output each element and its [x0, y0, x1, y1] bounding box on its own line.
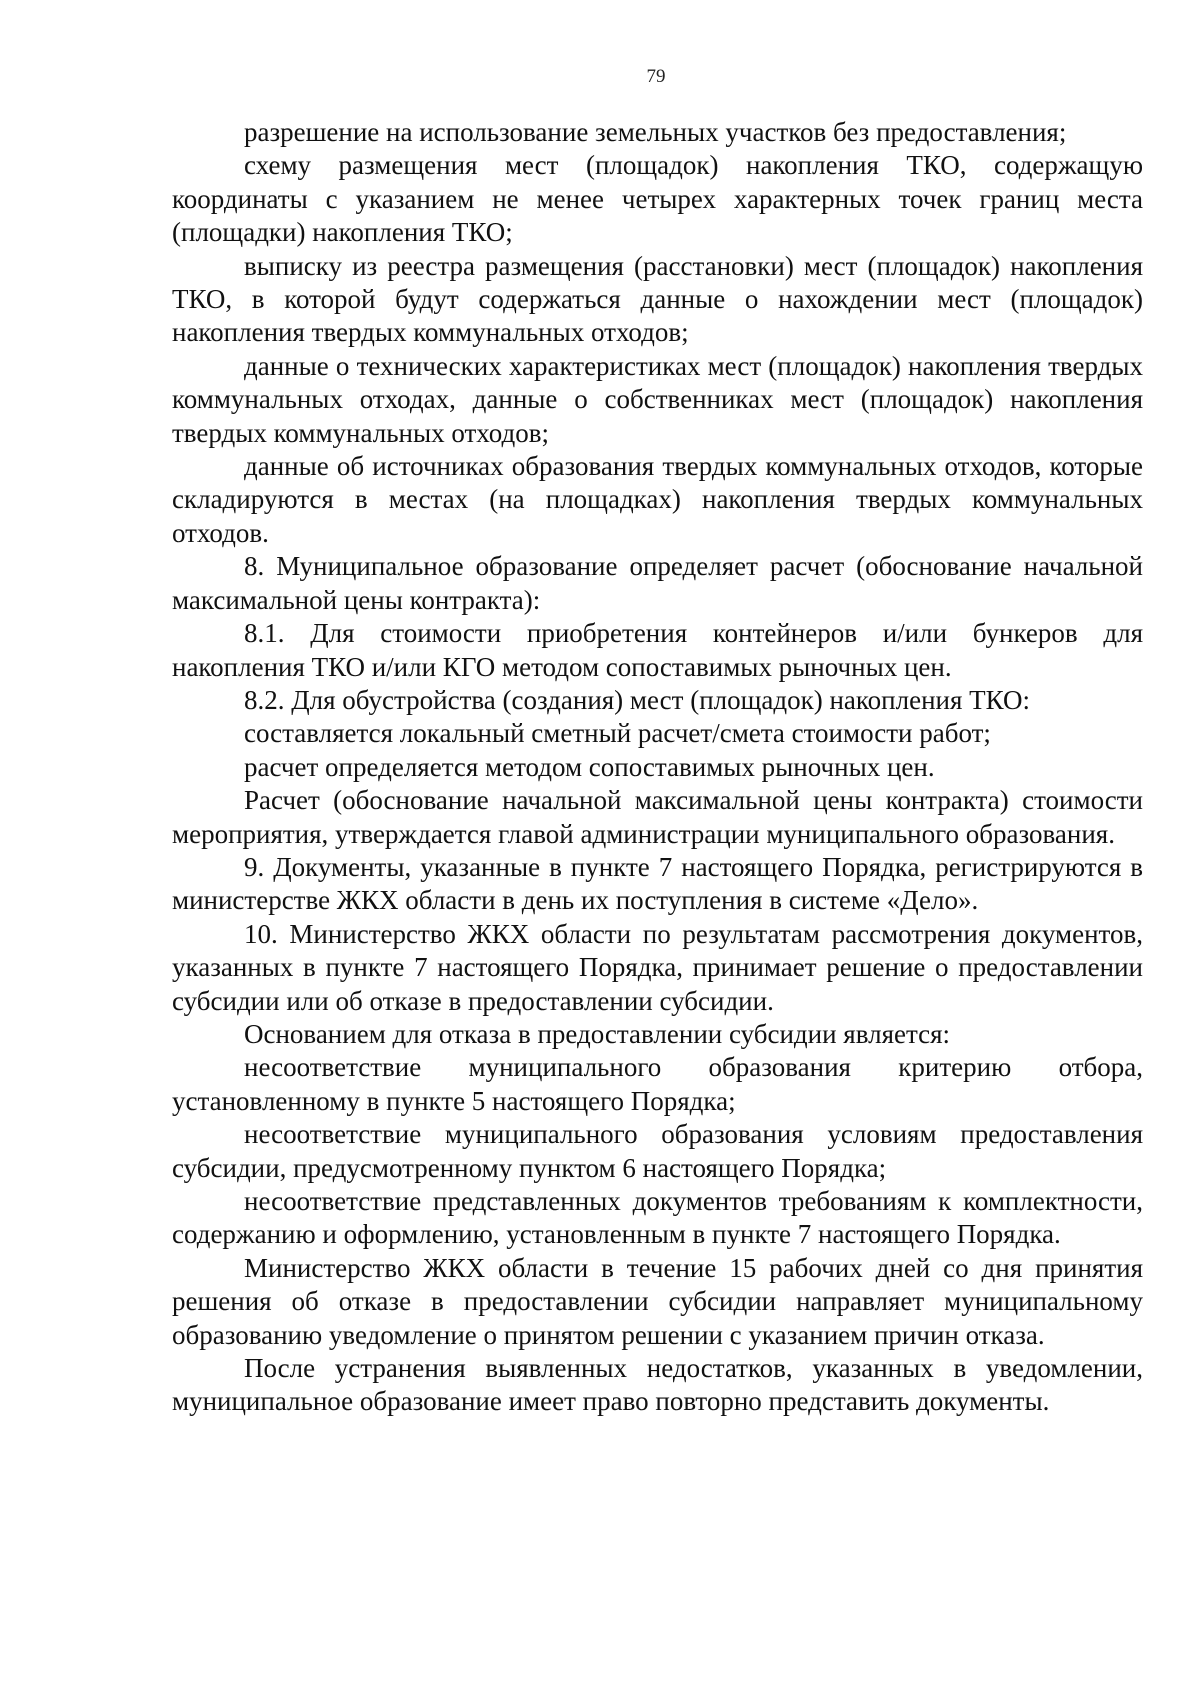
- paragraph-condition-mismatch: несоответствие муниципального образования условиям предоставления субсидии, предусмотренному пунктом 6 настоящего Порядка;: [172, 1119, 1143, 1183]
- paragraph-local-estimate: составляется локальный сметный расчет/смета стоимости работ;: [244, 718, 991, 749]
- paragraph-criterion-mismatch: несоответствие муниципального образования критерию отбора, установленному в пункте 5 настоящего Порядка;: [172, 1052, 1143, 1116]
- paragraph-item-9: 9. Документы, указанные в пункте 7 настоящего Порядка, регистрируются в министерстве ЖКХ области в день их поступления в системе «Дело».: [172, 851, 1143, 916]
- paragraph-item-8: 8. Муниципальное образование определяет расчет (обоснование начальной максимальной цены контракта):: [172, 551, 1143, 615]
- paragraph-calculation-approval: Расчет (обоснование начальной максимальной цены контракта) стоимости мероприятия, утверждается главой администрации муниципального образования.: [172, 785, 1143, 849]
- paragraph-item-8-2: 8.2. Для обустройства (создания) мест (площадок) накопления ТКО:: [244, 684, 1030, 715]
- paragraph-site-layout-scheme: схему размещения мест (площадок) накопления ТКО, содержащую координаты с указанием не менее четырех характерных точек границ места (площадки) накопления ТКО;: [172, 150, 1143, 248]
- paragraph-item-10: 10. Министерство ЖКХ области по результатам рассмотрения документов, указанных в пункте 7 настоящего Порядка, принимает решение о предоставлении субсидии или об отказе в предоставлении субсидии.: [172, 918, 1143, 1016]
- document-body: [172, 116, 1143, 1419]
- paragraph-waste-sources: данные об источниках образования твердых коммунальных отходов, которые складируются в местах (на площадках) накопления твердых коммунальных отходов.: [172, 451, 1143, 548]
- paragraph-refusal-grounds: Основанием для отказа в предоставлении субсидии является:: [244, 1018, 951, 1049]
- paragraph-land-use-permit: разрешение на использование земельных участков без предоставления;: [244, 117, 1067, 147]
- page-number: 79: [646, 66, 666, 87]
- paragraph-technical-data: данные о технических характеристиках мест (площадок) накопления твердых коммунальных отходах, данные о собственниках мест (площадок) накопления твердых коммунальных отходов;: [172, 350, 1143, 448]
- paragraph-resubmission: После устранения выявленных недостатков, указанных в уведомлении, муниципальное образование имеет право повторно представить документы.: [172, 1353, 1143, 1417]
- paragraph-item-8-1: 8.1. Для стоимости приобретения контейнеров и/или бункеров для накопления ТКО и/или КГО методом сопоставимых рыночных цен.: [172, 618, 1143, 682]
- paragraph-market-price-method: расчет определяется методом сопоставимых рыночных цен.: [244, 751, 935, 782]
- paragraph-refusal-notice: Министерство ЖКХ области в течение 15 рабочих дней со дня принятия решения об отказе в предоставлении субсидии направляет муниципальному образованию уведомление о принятом решении с указанием причин отказа.: [172, 1252, 1143, 1350]
- paragraph-registry-extract: выписку из реестра размещения (расстановки) мест (площадок) накопления ТКО, в которой будут содержаться данные о нахождении мест (площадок) накопления твердых коммунальных отходов;: [172, 250, 1143, 348]
- paragraph-document-mismatch: несоответствие представленных документов требованиям к комплектности, содержанию и оформлению, установленным в пункте 7 настоящего Порядка.: [172, 1186, 1143, 1250]
